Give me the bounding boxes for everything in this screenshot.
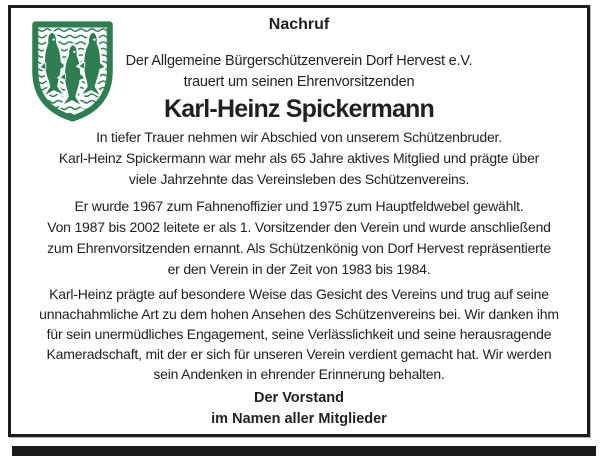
paragraph-line: unnachahmliche Art zu dem hohen Ansehen des Schützenvereins bei. Wir danken ihm <box>39 306 559 322</box>
paragraph-offices <box>11 196 587 280</box>
paragraph-tribute <box>11 284 587 384</box>
next-notice-top-border <box>12 446 596 456</box>
closing-signature <box>11 388 587 430</box>
signature-board: Der Vorstand <box>254 390 344 406</box>
obituary-notice <box>8 5 590 437</box>
deceased-name: Karl-Heinz Spickermann <box>164 95 434 123</box>
paragraph-line: Er wurde 1967 zum Fahnenoffizier und 1975 zum Hauptfeldwebel gewählt. <box>74 198 524 214</box>
paragraph-line: sein Andenken in ehrender Erinnerung behalten. <box>153 366 445 382</box>
notice-title: Nachruf <box>268 16 330 33</box>
paragraph-line: für sein unermüdliches Engagement, seine Verlässlichkeit und seine herausragende <box>46 326 552 342</box>
signature-members: im Namen aller Mitglieder <box>211 411 387 427</box>
paragraph-line: Von 1987 bis 2002 leitete er als 1. Vorsitzender den Verein und wurde anschließend <box>47 219 551 235</box>
paragraph-line: er den Verein in der Zeit von 1983 bis 1984. <box>167 261 431 277</box>
paragraph-line: Karl-Heinz Spickermann war mehr als 65 Jahre aktives Mitglied und prägte über <box>58 150 540 166</box>
paragraph-line: viele Jahrzehnte das Vereinsleben des Schützenvereins. <box>128 171 470 187</box>
paragraph-line: Kameradschaft, mit der er sich für unseren Verein verdient gemacht hat. Wir werden <box>46 346 552 362</box>
paragraph-line: zum Ehrenvorsitzenden ernannt. Als Schützenkönig von Dorf Hervest repräsentierte <box>47 240 551 256</box>
paragraph-line: In tiefer Trauer nehmen wir Abschied von unserem Schützenbruder. <box>96 129 502 145</box>
paragraph-membership <box>11 127 587 190</box>
organization-name: Der Allgemeine Bürgerschützenverein Dorf Hervest e.V. <box>125 53 473 69</box>
mourning-intro: trauert um seinen Ehrenvorsitzenden <box>183 74 415 90</box>
paragraph-line: Karl-Heinz prägte auf besondere Weise das Gesicht des Vereins und trug auf seine <box>49 286 549 302</box>
